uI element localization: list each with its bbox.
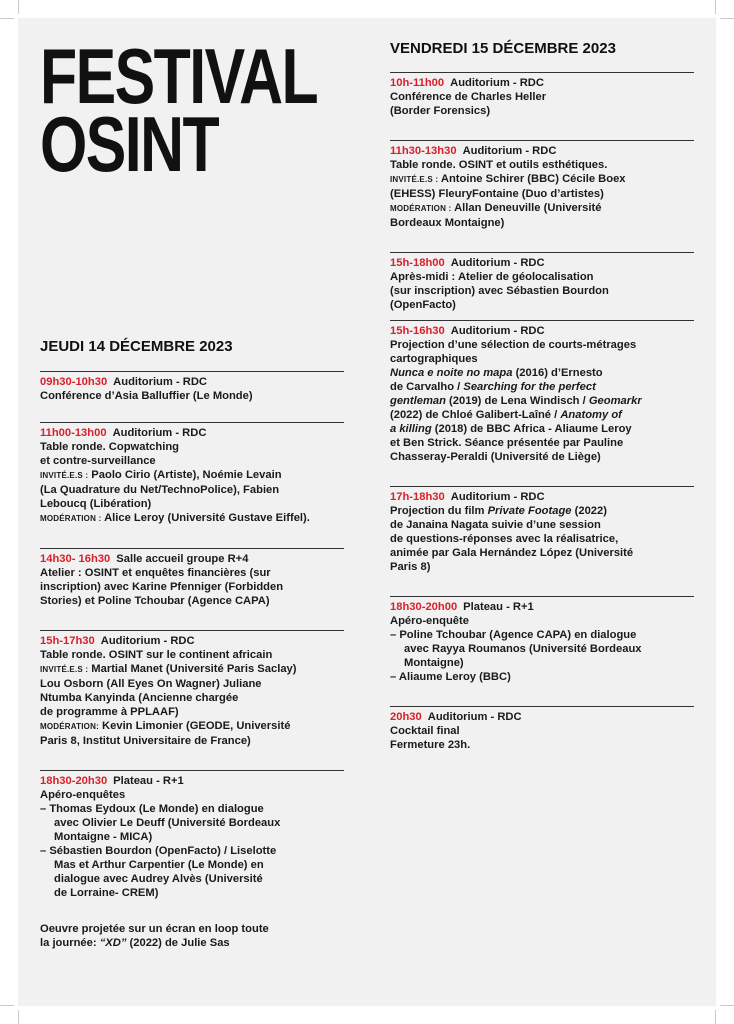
event-line: Table ronde. OSINT et outils esthétiques. — [390, 159, 608, 171]
event-line: Après-midi : Atelier de géolocalisation — [390, 271, 594, 283]
event-line: (2019) de Lena Windisch / — [445, 395, 589, 407]
moderation-label: MODÉRATION : — [390, 204, 452, 213]
event-line: Projection du film — [390, 505, 488, 517]
event-line: Apéro-enquête — [390, 615, 469, 627]
event-time: 17h-18h30 — [390, 491, 445, 503]
guests-label: INVITÉ.E.S : — [390, 175, 439, 184]
event-line: (2022) — [571, 505, 607, 517]
crop-mark — [720, 1005, 734, 1006]
event-thursday-3 — [40, 548, 344, 608]
event-line: (2016) d’Ernesto — [512, 367, 603, 379]
poster-page — [18, 18, 716, 1006]
event-line: – Poline Tchoubar (Agence CAPA) en dialogue — [390, 629, 637, 641]
event-line: – Sébastien Bourdon (OpenFacto) / Liselotte — [40, 845, 277, 857]
event-line: Montaigne) — [404, 657, 464, 669]
event-line: Conférence d’Asia Balluffier (Le Monde) — [40, 390, 253, 402]
moderation-label: MODÉRATION: — [40, 722, 99, 731]
event-time: 09h30-10h30 — [40, 376, 108, 388]
event-place: Auditorium - RDC — [450, 325, 545, 337]
event-place: Plateau - R+1 — [113, 775, 184, 787]
event-friday-2 — [390, 140, 694, 230]
event-line: Kevin Limonier (GEODE, Université — [102, 720, 291, 732]
event-line: (Border Forensics) — [390, 105, 491, 117]
event-place: Auditorium - RDC — [113, 376, 208, 388]
event-friday-7 — [390, 706, 694, 752]
event-line: animée par Gala Hernández López (Université — [390, 547, 634, 559]
event-line: Atelier : OSINT et enquêtes financières (sur — [40, 567, 271, 579]
film-title: gentleman — [390, 395, 446, 407]
event-line: de Janaina Nagata suivie d’une session — [390, 519, 601, 531]
film-title: a killing — [390, 423, 432, 435]
event-time: 20h30 — [390, 711, 422, 723]
event-line: et contre-surveillance — [40, 455, 156, 467]
film-title: Private Footage — [487, 505, 572, 517]
event-line: Table ronde. OSINT sur le continent africain — [40, 649, 273, 661]
moderation-label: MODÉRATION : — [40, 514, 102, 523]
event-friday-5 — [390, 486, 694, 574]
event-place: Salle accueil groupe R+4 — [116, 553, 249, 565]
event-line: Paris 8, Institut Universitaire de France) — [40, 735, 251, 747]
friday-schedule — [390, 72, 694, 752]
event-line: Table ronde. Copwatching — [40, 441, 180, 453]
event-line: de questions-réponses avec la réalisatrice, — [390, 533, 619, 545]
note-line: Oeuvre projetée sur un écran en loop toute — [40, 923, 269, 935]
thursday-schedule — [40, 371, 344, 950]
event-line: Stories) et Poline Tchoubar (Agence CAPA) — [40, 595, 270, 607]
event-line: de Carvalho / — [390, 381, 464, 393]
crop-mark — [0, 1005, 14, 1006]
event-time: 15h-16h30 — [390, 325, 445, 337]
loop-artwork-note — [40, 922, 344, 950]
event-line: (La Quadrature du Net/TechnoPolice), Fabien — [40, 484, 280, 496]
event-line: Ntumba Kanyinda (Ancienne chargée — [40, 692, 239, 704]
event-line: Bordeaux Montaigne) — [390, 217, 505, 229]
event-line: Paris 8) — [390, 561, 431, 573]
crop-mark — [18, 1010, 19, 1024]
title-line-1: FESTIVAL — [40, 32, 318, 120]
event-line: (sur inscription) avec Sébastien Bourdon — [390, 285, 609, 297]
event-line: Mas et Arthur Carpentier (Le Monde) en — [54, 859, 264, 871]
event-thursday-1 — [40, 371, 344, 403]
event-time: 18h30-20h30 — [40, 775, 108, 787]
event-line: Lou Osborn (All Eyes On Wagner) Juliane — [40, 678, 262, 690]
event-line: Conférence de Charles Heller — [390, 91, 547, 103]
event-thursday-4 — [40, 630, 344, 748]
event-line: Martial Manet (Université Paris Saclay) — [91, 663, 297, 675]
film-title: Searching for the perfect — [463, 381, 596, 393]
event-place: Auditorium - RDC — [450, 491, 545, 503]
event-time: 18h30-20h00 — [390, 601, 458, 613]
event-place: Plateau - R+1 — [463, 601, 534, 613]
event-line: avec Olivier Le Deuff (Université Bordeaux — [54, 817, 281, 829]
event-time: 11h30-13h30 — [390, 145, 457, 157]
event-friday-6 — [390, 596, 694, 684]
crop-mark — [715, 1010, 716, 1024]
event-place: Auditorium - RDC — [450, 257, 545, 269]
crop-mark — [715, 0, 716, 14]
guests-label: INVITÉ.E.S : — [40, 665, 89, 674]
event-place: Auditorium - RDC — [100, 635, 195, 647]
event-time: 14h30- 16h30 — [40, 553, 111, 565]
film-title: Anatomy of — [560, 409, 622, 421]
event-line: – Thomas Eydoux (Le Monde) en dialogue — [40, 803, 264, 815]
event-time: 10h-11h00 — [390, 77, 445, 89]
event-friday-1 — [390, 72, 694, 118]
event-line: Allan Deneuville (Université — [454, 202, 602, 214]
title-line-2: OSINT — [40, 100, 219, 188]
event-line: Apéro-enquêtes — [40, 789, 126, 801]
event-line: et Ben Strick. Séance présentée par Pauline — [390, 437, 624, 449]
event-line: de Lorraine- CREM) — [54, 887, 159, 899]
event-line: (2018) de BBC Africa - Aliaume Leroy — [431, 423, 632, 435]
film-title: Nunca e noite no mapa — [390, 367, 513, 379]
event-place: Auditorium - RDC — [462, 145, 557, 157]
event-friday-4 — [390, 320, 694, 464]
note-line: la journée: — [40, 937, 100, 949]
guests-label: INVITÉ.E.S : — [40, 471, 89, 480]
event-line: (OpenFacto) — [390, 299, 456, 311]
event-line: inscription) avec Karine Pfenniger (Forbidden — [40, 581, 284, 593]
event-line: Chasseray-Peraldi (Université de Liège) — [390, 451, 601, 463]
day-heading-thursday: JEUDI 14 DÉCEMBRE 2023 — [40, 338, 233, 355]
day-heading-friday: VENDREDI 15 DÉCEMBRE 2023 — [390, 40, 616, 57]
artwork-title: “XD” — [99, 937, 127, 949]
event-line: (2022) de Chloé Galibert-Laîné / — [390, 409, 561, 421]
event-time: 15h-17h30 — [40, 635, 95, 647]
event-line: avec Rayya Roumanos (Université Bordeaux — [404, 643, 642, 655]
event-line: Leboucq (Libération) — [40, 498, 152, 510]
event-line: Montaigne - MICA) — [54, 831, 153, 843]
event-line: Antoine Schirer (BBC) Cécile Boex — [440, 173, 626, 185]
crop-mark — [0, 18, 14, 19]
event-line: Cocktail final — [390, 725, 460, 737]
note-line: (2022) de Julie Sas — [126, 937, 230, 949]
event-thursday-5 — [40, 770, 344, 900]
event-friday-3 — [390, 252, 694, 312]
film-title: Geomarkr — [588, 395, 642, 407]
event-line: – Aliaume Leroy (BBC) — [390, 671, 511, 683]
event-thursday-2 — [40, 422, 344, 526]
crop-mark — [18, 0, 19, 14]
event-line: Paolo Cirio (Artiste), Noémie Levain — [91, 469, 282, 481]
crop-mark — [720, 18, 734, 19]
festival-title — [40, 32, 318, 188]
event-line: Projection d’une sélection de courts-métrages — [390, 339, 637, 351]
event-line: Alice Leroy (Université Gustave Eiffel). — [104, 512, 310, 524]
event-line: cartographiques — [390, 353, 478, 365]
event-time: 11h00-13h00 — [40, 427, 107, 439]
event-place: Auditorium - RDC — [427, 711, 522, 723]
event-line: (EHESS) FleuryFontaine (Duo d’artistes) — [390, 188, 604, 200]
event-line: de programme à PPLAAF) — [40, 706, 179, 718]
event-line: dialogue avec Audrey Alvès (Université — [54, 873, 263, 885]
event-line: Fermeture 23h. — [390, 739, 471, 751]
event-place: Auditorium - RDC — [112, 427, 207, 439]
event-time: 15h-18h00 — [390, 257, 445, 269]
event-place: Auditorium - RDC — [450, 77, 544, 89]
